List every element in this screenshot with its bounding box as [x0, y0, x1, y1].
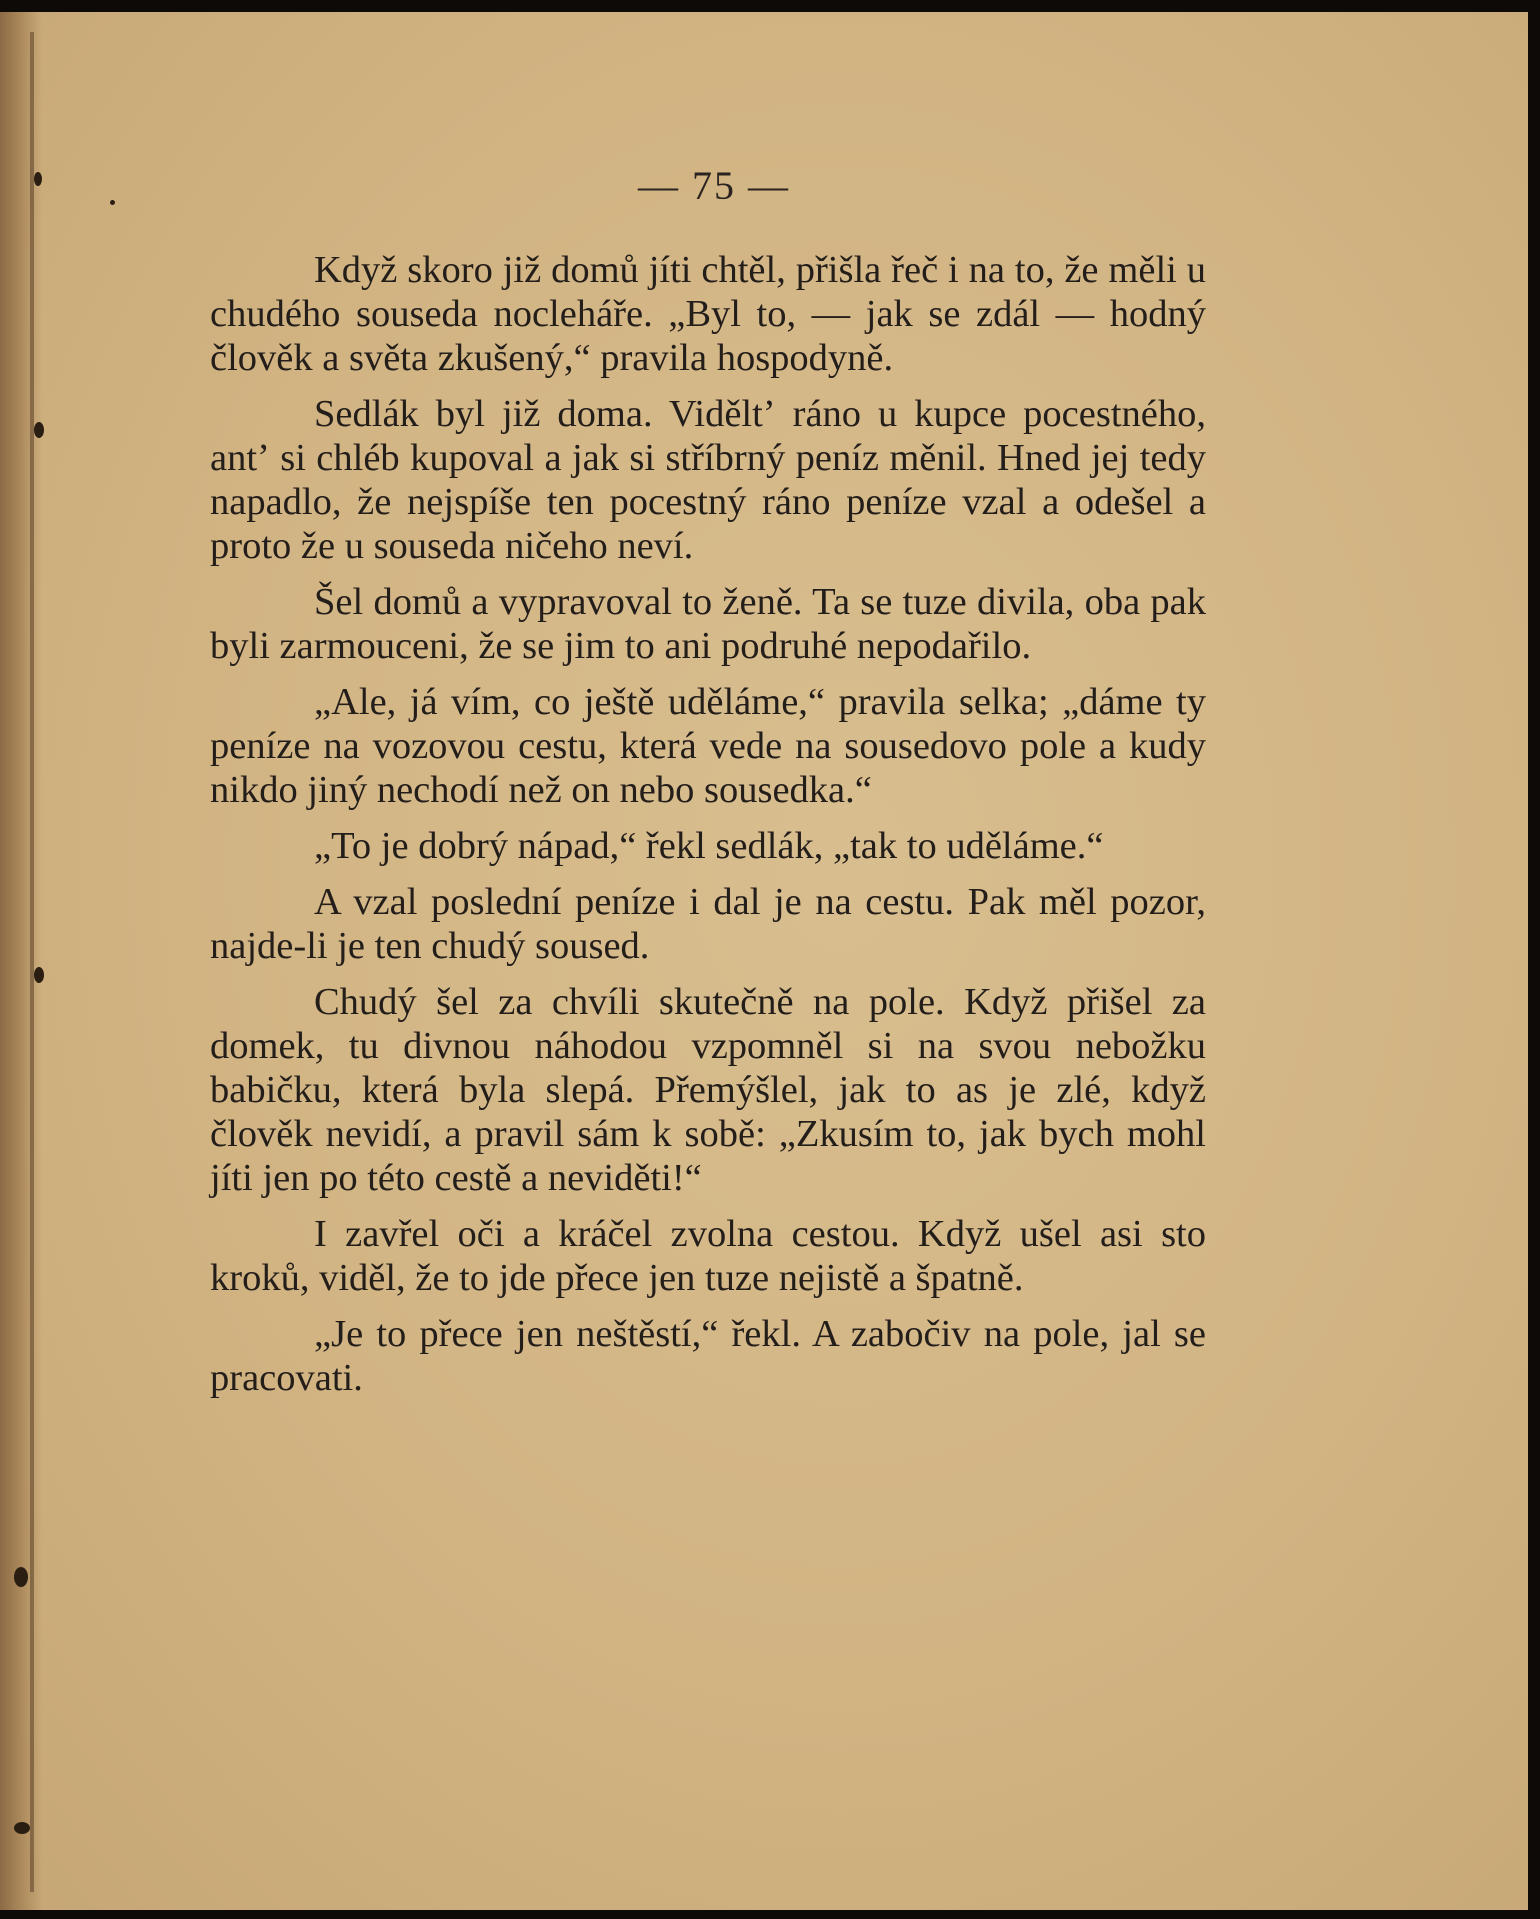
paragraph: A vzal poslední peníze i dal je na cestu. Pak měl pozor, najde-li je ten chudý soused.	[210, 881, 1206, 967]
page-number: — 75 —	[638, 163, 790, 208]
body-text	[210, 248, 1206, 1400]
book-page	[0, 12, 1528, 1910]
paragraph: Šel domů a vypravoval to ženě. Ta se tuze divila, oba pak byli zarmouceni, že se jim to ani podruhé nepodařilo.	[210, 581, 1206, 667]
paragraph: „Ale, já vím, co ještě uděláme,“ pravila selka; „dáme ty peníze na vozovou cestu, která vede na sousedovo pole a kudy nikdo jiný nechodí než on nebo sousedka.“	[210, 681, 1206, 811]
page-gutter-shadow	[0, 12, 42, 1910]
paragraph: Když skoro již domů jíti chtěl, přišla řeč i na to, že měli u chudého souseda nocleháře. „Byl to, — jak se zdál — hodný člověk a světa zkušený,“ pravila hospodyně.	[210, 249, 1206, 379]
ink-speck	[14, 1567, 28, 1587]
ink-speck	[14, 1822, 30, 1834]
paragraph: I zavřel oči a kráčel zvolna cestou. Když ušel asi sto kroků, viděl, že to jde přece jen tuze nejistě a špatně.	[210, 1213, 1206, 1299]
ink-speck	[34, 422, 44, 438]
binding-edge	[30, 32, 34, 1892]
paragraph: „To je dobrý nápad,“ řekl sedlák, „tak to uděláme.“	[314, 825, 1104, 867]
paragraph: „Je to přece jen neštěstí,“ řekl. A zabočiv na pole, jal se pracovati.	[210, 1313, 1206, 1399]
paragraph: Sedlák byl již doma. Viděltʼ ráno u kupce pocestného, antʼ si chléb kupoval a jak si stříbrný peníz měnil. Hned jej tedy napadlo, že nejspíše ten pocestný ráno peníze vzal a odešel a proto že u souseda ničeho neví.	[210, 393, 1206, 567]
paragraph: Chudý šel za chvíli skutečně na pole. Když přišel za domek, tu divnou náhodou vzpomněl si na svou nebožku babičku, která byla slepá. Přemýšlel, jak to as je zlé, když člověk nevidí, a pravil sám k sobě: „Zkusím to, jak bych mohl jíti jen po této cestě a neviděti!“	[210, 981, 1206, 1199]
ink-speck	[34, 967, 44, 983]
